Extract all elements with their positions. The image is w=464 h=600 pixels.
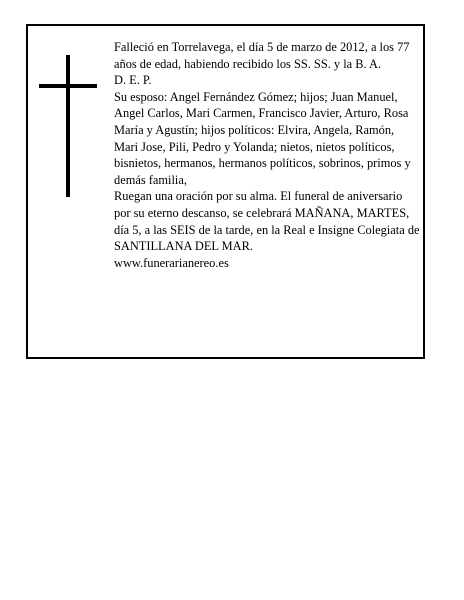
obituary-notice <box>26 24 425 359</box>
rest-in-peace: D. E. P. <box>114 73 152 88</box>
funeral-details: Ruegan una oración por su alma. El funeral de aniversario por su eterno descanso, se celebrará MAÑANA, MARTES, día 5, a las SEIS de la tarde, en la Real e Insigne Colegiata de SANTILLANA DEL MAR. <box>114 189 420 254</box>
cross-vertical-bar <box>66 55 70 197</box>
website-text: www.funerarianereo.es <box>114 255 229 270</box>
family-list: Su esposo: Angel Fernández Gómez; hijos; Juan Manuel, Angel Carlos, Mari Carmen, Francisco Javier, Arturo, Rosa María y Agustín; hijos políticos: Elvira, Angela, Ramón, Mari Jose, Pili, Pedro y Yolanda; nietos, nietos políticos, bisnietos, hermanos, hermanos políticos, sobrinos, primos y demás familia, <box>114 89 411 187</box>
death-announcement: Falleció en Torrelavega, el día 5 de marzo de 2012, a los 77 años de edad, habiendo recibido los SS. SS. y la B. A. <box>114 40 410 71</box>
obituary-text <box>114 39 420 271</box>
cross-icon <box>39 55 97 197</box>
cross-horizontal-bar <box>39 84 97 88</box>
